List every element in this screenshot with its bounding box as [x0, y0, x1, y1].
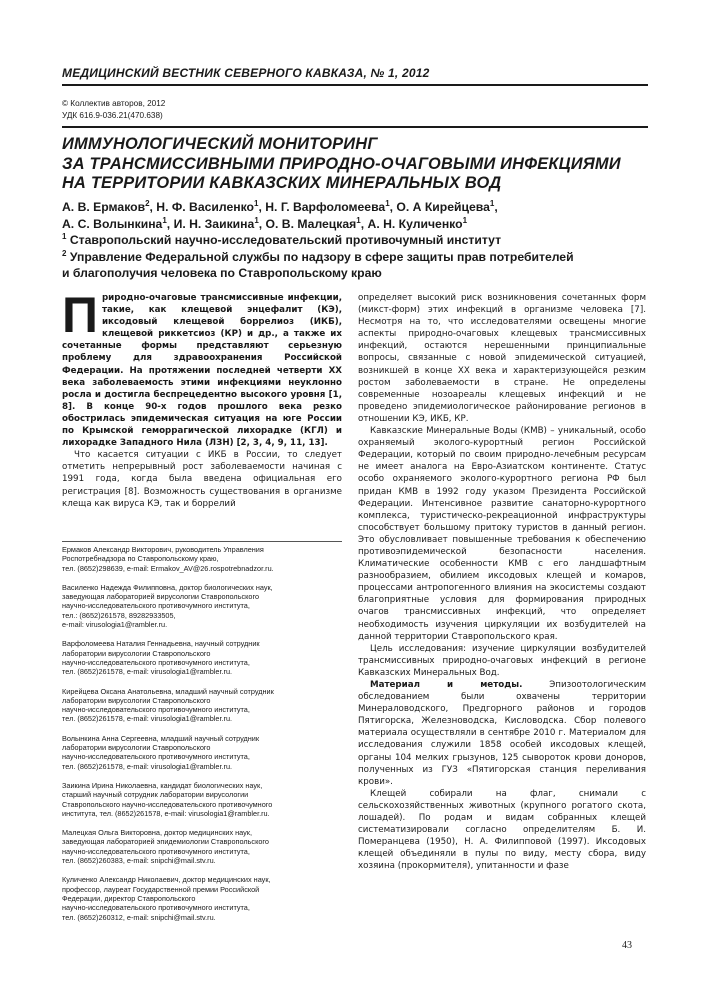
author-note-line: научно-исследовательского противочумного института, [62, 657, 250, 667]
author-note-line: профессор, лауреат Государственной премии Российской [62, 884, 260, 894]
author-note-line: Роспотребнадзора по Ставропольскому краю, [62, 554, 219, 564]
author-note-line: научно-исследовательского противочумного института, [62, 705, 250, 715]
affiliation-2-cont: и благополучия человека по Ставропольскому краю [62, 266, 382, 280]
header-rule [62, 84, 648, 86]
body-paragraph: Цель исследования: изучение циркуляции возбудителей трансмиссивных природно-очаговых инфекций в регионе Кавказских Минеральных Вод. [358, 643, 646, 678]
author-name: , Н. Г. Варфоломеева [258, 200, 386, 214]
title-line-3: НА ТЕРРИТОРИИ КАВКАЗСКИХ МИНЕРАЛЬНЫХ ВОД [62, 174, 502, 192]
author-note-line: лаборатории вирусологии Ставропольского [62, 695, 211, 705]
author-name: , И. Н. Заикина [166, 216, 255, 231]
affiliation-mark: 1 [62, 231, 67, 241]
notes-rule [62, 541, 342, 542]
author-affiliation-mark: 2 [145, 198, 150, 208]
author-affiliation-mark: 1 [254, 198, 259, 208]
author-note-line: Варфоломеева Наталия Геннадьевна, научный сотрудник [62, 639, 260, 649]
author-affiliation-mark: 1 [385, 198, 390, 208]
article-title [62, 135, 662, 194]
author-note-line: заведующая лабораторией вирусологии Ставропольского [62, 592, 260, 602]
author-note-line: Малецкая Ольга Викторовна, доктор медицинских наук, [62, 828, 253, 838]
author-note-line: тел. (8652)261578, e-mail: virusologia1@rambler.ru. [62, 667, 233, 677]
author-name: А. В. Ермаков [62, 200, 146, 214]
title-line-1: ИММУНОЛОГИЧЕСКИЙ МОНИТОРИНГ [62, 135, 378, 153]
author-note-line: Волынкина Анна Сергеевна, младший научный сотрудник [62, 733, 260, 743]
author-note [62, 875, 344, 921]
author-name: А. С. Волынкина [62, 216, 163, 231]
author-note-line: e-mail: virusologia1@rambler.ru. [62, 620, 168, 630]
affiliation-2 [62, 249, 662, 266]
title-rule [62, 126, 648, 128]
author-note-line: лаборатории вирусологии Ставропольского [62, 743, 211, 753]
author-note [62, 583, 344, 629]
author-name: , О. А Кирейцева [389, 200, 490, 214]
author-note-line: Федерации, директор Ставропольского [62, 893, 196, 903]
author-note-line: научно-исследовательского противочумного института, [62, 601, 250, 611]
author-name: , О. В. Малецкая [258, 216, 357, 231]
author-note-line: тел. (8652)298639, e-mail: Ermakov_AV@26.rospotrebnadzor.ru. [62, 563, 274, 573]
section-heading: Материал и методы. [370, 680, 523, 690]
author-affiliation-mark: 1 [254, 215, 259, 225]
author-note-line: института, тел. (8652)261578, e-mail: virusologia1@rambler.ru. [62, 808, 270, 818]
author-note-line: заведующая лабораторией эпидемиологии Ставропольского [62, 837, 269, 847]
body-paragraph: Кавказские Минеральные Воды (КМВ) – уникальный, особо охраняемый эколого-курортный регион Российской Федерации, который по своим природно-лечебным ресурсам не имеет аналога на Евро-Азиатском континенте. Статус особо охраняемого эколого-курортного региона РФ был придан КМВ в 1992 году указом Президента Российской Федерации. Интенсивное развитие санаторно-курортного комплекса, туристическо-рекреационной инфраструктуры способствует большому притоку туристов в данный регион. Это обусловливает повышенные требования к обеспечению противоэпидемической безопасности населения. Климатические особенности КМВ с его ландшафтным разнообразием, обилием иксодовых клещей и комаров, процессами антропогенного влияния на экосистемы создают благоприятные условия для формирования природных очагов трансмиссивных инфекций, что определяет необходимость изучения циркуляции их возбудителей на данной территории Ставропольского края. [358, 426, 646, 642]
author-notes [62, 545, 344, 932]
author-affiliation-mark: 1 [162, 215, 167, 225]
intro-paragraph [62, 287, 342, 449]
author-note-line: Ермаков Александр Викторович, руководитель Управления [62, 545, 264, 554]
udk-line: УДК 616.9-036.21(470.638) [62, 110, 163, 120]
author-affiliation-mark: 1 [489, 198, 495, 208]
affiliation-text: Управление Федеральной службы по надзору в сфере защиты прав потребителей [69, 249, 574, 264]
authors-line-2 [62, 216, 662, 233]
methods-paragraph [358, 679, 646, 788]
journal-header: МЕДИЦИНСКИЙ ВЕСТНИК СЕВЕРНОГО КАВКАЗА, № 1, 2012 [62, 66, 430, 80]
affiliation-mark: 2 [62, 248, 67, 258]
author-note-line: научно-исследовательского противочумного института, [62, 903, 250, 913]
body-paragraph: определяет высокий риск возникновения сочетанных форм (микст-форм) этих инфекций в организме человека [7]. Несмотря на то, что исследователями освещены многие аспекты природно-очаговых клещевых трансмиссивных инфекций, остаются нерешенными принципиальные вопросы, связанные с новой эпидемической ситуацией, возникшей в конце XX века и характеризующейся резким ростом заболеваемости в стране. Не определены современные нозоареалы клещевых инфекций и не проведено эпидемиологическое районирование регионов в отношении КЭ, ИКБ, КР. [358, 293, 646, 424]
affiliation-text: Ставропольский научно-исследовательский противочумный институт [69, 233, 502, 247]
author-note-line: Василенко Надежда Филипповна, доктор биологических наук, [62, 582, 273, 592]
authors-line-1: А. В. Ермаков$^2$, Н. Ф. Василенко$^1$, Н. Г. Варфоломеева$^1$, О. А Кирейцева$^1$, [62, 198, 498, 214]
body-paragraph: Что касается ситуации с ИКБ в России, то следует отметить непрерывный рост заболеваемости начиная с 1991 года, когда была введена официальная его регистрация [8]. Возможность существования в организме клеща как вируса КЭ, так и боррелий [62, 450, 342, 509]
article-meta [62, 98, 165, 121]
left-column [62, 287, 342, 510]
drop-cap: П [62, 287, 98, 343]
body-paragraph: Клещей собирали на флаг, снимали с сельскохозяйственных животных (крупного рогатого скота, лошадей). По родам и видам собранных клещей систематизировали согласно определителям Б. И. Померанцева (1950), Н. А. Филипповой (1997). Иксодовых клещей объединяли в пулы по виду, месту сбора, виду хозяина (прокормителя), упитанности и фазе [358, 788, 646, 872]
author-note [62, 687, 344, 724]
intro-text: риродно-очаговые трансмиссивные инфекции, такие, как клещевой энцефалит (КЭ), иксодовый клещевой боррелиоз (ИКБ), клещевой риккетсиоз (КР) и др., а также их сочетанные формы представляют серьезную проблему для здравоохранения Российской Федерации. На протяжении последней четверти XX века заболеваемость этими инфекциями неуклонно росла и достигла беспрецедентно высокого уровня [1, 8]. В конце 90-х годов прошлого века резко обострилась эпидемическая ситуация на юге России по Крымской геморрагической лихорадке (КГЛ) и лихорадке Западного Нила (ЛЗН) [2, 3, 4, 9, 11, 13]. [62, 293, 342, 449]
author-note-line: старший научный сотрудник лаборатории вирусологии [62, 790, 249, 800]
author-note-line: тел. (8652)261578, e-mail: virusologia1@rambler.ru. [62, 714, 233, 724]
authors-block [62, 199, 662, 282]
right-column [358, 292, 646, 873]
author-note-line: тел. (8652)260383, e-mail: snipchi@mail.stv.ru. [62, 856, 216, 866]
author-note [62, 734, 344, 771]
copyright-line: © Коллектив авторов, 2012 [62, 99, 166, 108]
author-note [62, 545, 344, 573]
author-note-line: научно-исследовательского противочумного института, [62, 752, 250, 762]
author-note-line: тел.: (8652)261578, 89282933505, [62, 610, 176, 620]
author-note-line: тел. (8652)261578, e-mail: virusologia1@rambler.ru. [62, 761, 233, 771]
author-note-line: Заикина Ирина Николаевна, кандидат биологических наук, [62, 780, 263, 790]
page-number: 43 [622, 940, 632, 951]
author-note [62, 639, 344, 676]
author-affiliation-mark: 1 [462, 215, 468, 225]
affiliation-1 [62, 232, 662, 249]
author-note-line: тел. (8652)260312, e-mail: snipchi@mail.stv.ru. [62, 912, 216, 922]
author-note-line: лаборатории вирусологии Ставропольского [62, 648, 211, 658]
author-note-line: Ставропольского научно-исследовательского противочумного [62, 799, 273, 809]
author-note [62, 781, 344, 818]
author-note-line: Кирейцева Оксана Анатольевна, младший научный сотрудник [62, 686, 274, 696]
author-note-line: Куличенко Александр Николаевич, доктор медицинских наук, [62, 875, 271, 885]
author-name: , А. Н. Куличенко [360, 216, 463, 231]
author-affiliation-mark: 1 [356, 215, 361, 225]
title-line-2: ЗА ТРАНСМИССИВНЫМИ ПРИРОДНО-ОЧАГОВЫМИ ИНФЕКЦИЯМИ [62, 154, 621, 173]
methods-text: Эпизоотологическим обследованием были охвачены территории Минераловодского, Предгорного районов и городов Пятигорска, Железноводска, Кисловодска. Сбор полевого материала осуществляли в сентябре 2010 г. Материалом для исследования служили 1858 особей иксодовых клещей, органы 104 мелких грызунов, 125 сывороток крови доноров, полученных из ГУЗ «Пятигорская станция переливания крови». [358, 680, 647, 787]
author-note [62, 828, 344, 865]
author-name: , Н. Ф. Василенко [149, 200, 255, 214]
author-note-line: научно-исследовательского противочумного института, [62, 846, 250, 856]
